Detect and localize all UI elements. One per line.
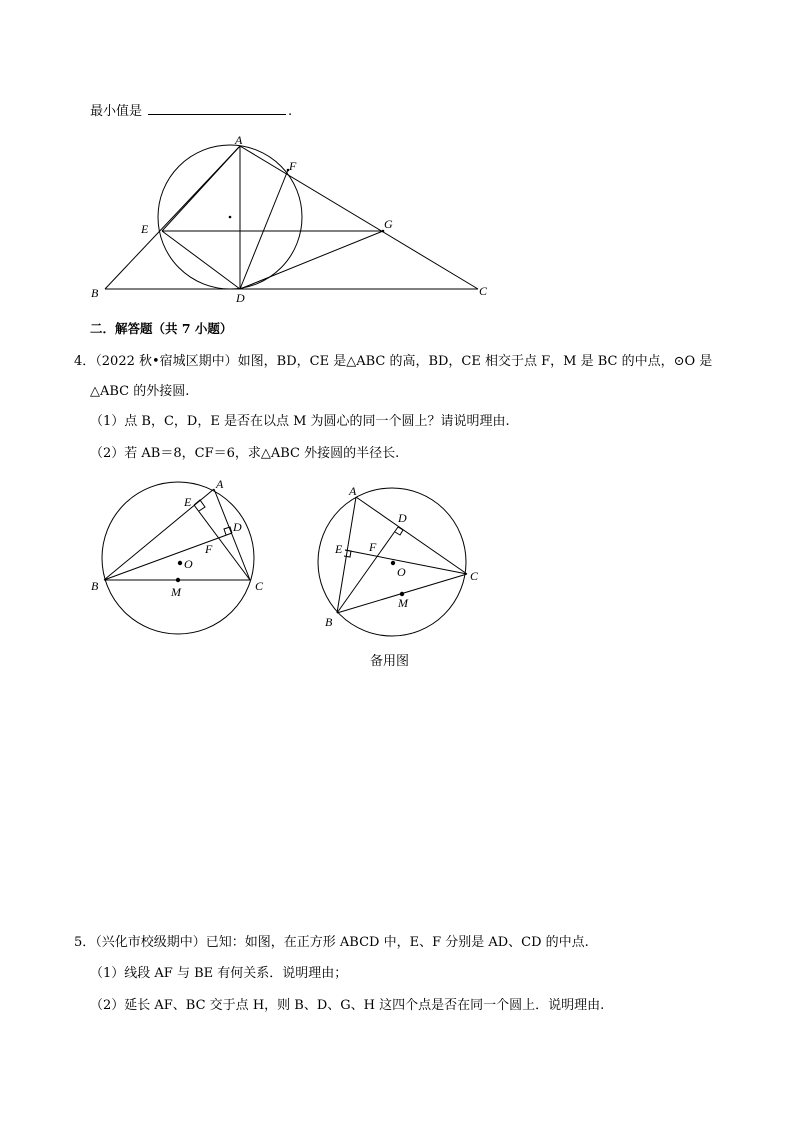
q5-part2: （2）延长 AF、BC 交于点 H，则 B、D、G、H 这四个点是否在同一个圆上．说明理由. xyxy=(90,998,605,1013)
q4-line1: 4．（2022 秋•宿城区期中）如图，BD，CE 是△ABC 的高，BD，CE 相交于点 F，M 是 BC 的中点，⊙O 是 xyxy=(74,354,713,369)
label-B: B xyxy=(325,615,333,629)
q4-line2: △ABC 的外接圆. xyxy=(90,384,190,399)
label-A: A xyxy=(216,477,224,491)
figure-caption: 备用图 xyxy=(370,654,410,669)
label-B: B xyxy=(91,286,99,300)
label-B: B xyxy=(91,579,99,593)
label-F: F xyxy=(205,542,213,556)
label-C: C xyxy=(255,579,264,593)
q5-part1: （1）线段 AF 与 BE 有何关系．说明理由； xyxy=(90,966,348,981)
label-C: C xyxy=(479,284,488,298)
q4-part2: （2）若 AB＝8，CF＝6，求△ABC 外接圆的半径长. xyxy=(90,446,400,461)
label-F: F xyxy=(369,540,377,554)
label-A: A xyxy=(349,484,357,498)
label-M: M xyxy=(398,596,408,610)
label-M: M xyxy=(171,585,181,599)
section-heading: 二．解答题（共 7 小题） xyxy=(90,321,233,336)
label-D: D xyxy=(398,511,407,525)
q5-line1: 5．（兴化市校级期中）已知：如图，在正方形 ABCD 中，E、F 分别是 AD、CD 的中点. xyxy=(74,935,589,950)
q3-suffix: . xyxy=(288,104,293,119)
label-G: G xyxy=(384,217,393,231)
label-F: F xyxy=(289,159,297,173)
label-E: E xyxy=(141,222,149,236)
label-O: O xyxy=(397,565,406,579)
q4-part1: （1）点 B，C，D，E 是否在以点 M 为圆心的同一个圆上？请说明理由. xyxy=(90,414,510,429)
q3-prefix: 最小值是 xyxy=(90,104,143,119)
label-C: C xyxy=(470,569,479,583)
label-E: E xyxy=(335,542,343,556)
label-A: A xyxy=(235,133,243,147)
label-O: O xyxy=(184,557,193,571)
label-D: D xyxy=(236,291,245,305)
label-D: D xyxy=(233,520,242,534)
label-E: E xyxy=(184,495,192,509)
